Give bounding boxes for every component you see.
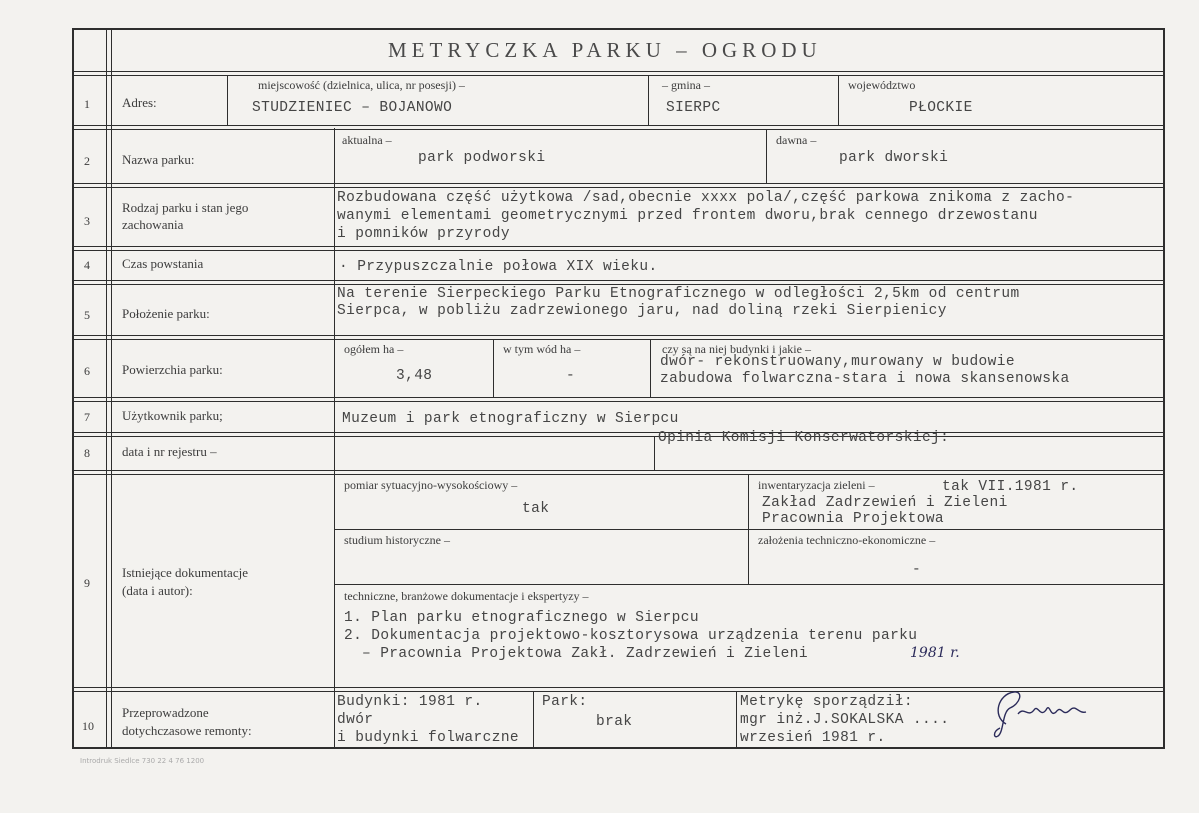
voivodeship-value: PŁOCKIE	[909, 100, 973, 116]
survey-label: pomiar sytuacyjno-wysokościowy –	[344, 478, 518, 492]
doc-item-3: – Pracownia Projektowa Zakł. Zadrzewień i Zieleni	[362, 646, 808, 662]
form-title: METRYCZKA PARKU – OGRODU	[388, 38, 822, 62]
creation-time-label: Czas powstania	[122, 256, 204, 271]
row-sep	[72, 75, 1165, 76]
r6-div	[650, 339, 651, 397]
tech-econ-label: założenia techniczno-ekonomiczne –	[758, 533, 936, 547]
r6-div	[493, 339, 494, 397]
handwritten-year: 1981 r.	[910, 645, 960, 661]
total-area-label: ogółem ha –	[344, 342, 404, 356]
current-name-value: park podworski	[418, 150, 546, 166]
row-number: 6	[84, 364, 90, 378]
buildings-repairs-value: dwór	[337, 712, 374, 728]
repairs-label-2: dotychczasowe remonty:	[122, 723, 252, 738]
form-frame	[72, 28, 1165, 749]
buildings-repairs-value-2: i budynki folwarczne	[337, 730, 520, 746]
row-sep	[72, 246, 1165, 247]
row-sep	[72, 71, 1165, 72]
location-label: Położenie parku:	[122, 306, 210, 321]
location-value-2: Sierpca, w pobliżu zadrzewionego jaru, nad doliną rzeki Sierpienicy	[337, 303, 947, 319]
survey-value: tak	[522, 501, 550, 517]
area-label: Powierzchia parku:	[122, 362, 223, 377]
row-sep	[72, 474, 1165, 475]
park-user-value: Muzeum i park etnograficzny w Sierpcu	[342, 411, 679, 427]
park-type-value-3: i pomników przyrody	[337, 226, 510, 242]
park-type-label: Rodzaj parku i stan jego	[122, 200, 249, 215]
buildings-value-2: zabudowa folwarczna-stara i nowa skansenowska	[660, 371, 1070, 387]
r10-div	[736, 691, 737, 749]
r9-sep	[334, 584, 1165, 585]
border-bottom	[72, 747, 1165, 749]
repairs-label: Przeprowadzone	[122, 705, 209, 720]
label-col-line	[334, 128, 335, 749]
row-sep	[72, 432, 1165, 433]
signature-icon	[984, 684, 1104, 744]
park-repairs-head: Park:	[542, 694, 588, 710]
row-number: 5	[84, 308, 90, 322]
gmina-label: – gmina –	[662, 78, 710, 92]
register-label: data i nr rejestru –	[122, 444, 217, 459]
r9-sep	[334, 529, 1165, 530]
gmina-value: SIERPC	[666, 100, 721, 116]
row-sep	[72, 401, 1165, 402]
row-number: 3	[84, 214, 90, 228]
park-type-label-2: zachowania	[122, 217, 184, 232]
park-type-value-1: Rozbudowana część użytkowa /sad,obecnie xxxx pola/,część parkowa znikoma z zacho-	[337, 190, 1075, 206]
row-sep	[72, 436, 1165, 437]
r2-div	[766, 129, 767, 183]
print-footer: Introdruk Siedlce 730 22 4 76 1200	[80, 757, 205, 765]
water-area-label: w tym wód ha –	[503, 342, 581, 356]
current-name-label: aktualna –	[342, 133, 392, 147]
border-right	[1163, 28, 1165, 749]
row-sep	[72, 250, 1165, 251]
border-left	[72, 28, 74, 749]
doc-item-1: 1. Plan parku etnograficznego w Sierpcu	[344, 610, 699, 626]
creation-time-value: · Przypuszczalnie połowa XIX wieku.	[339, 259, 658, 275]
row-number: 9	[84, 576, 90, 590]
num-col-line	[106, 28, 107, 749]
total-area-value: 3,48	[396, 368, 433, 384]
r8-div	[654, 436, 655, 470]
technical-docs-label: techniczne, branżowe dokumentacje i ekspertyzy –	[344, 589, 589, 603]
r1-div	[838, 75, 839, 125]
author-name: mgr inż.J.SOKALSKA ....	[740, 712, 950, 728]
place-value: STUDZIENIEC – BOJANOWO	[252, 100, 453, 116]
row-number: 4	[84, 258, 90, 272]
documentation-label-2: (data i autor):	[122, 583, 193, 598]
commission-opinion-label: Opinia Komisji Konserwatorskiej:	[658, 430, 950, 446]
documentation-label: Istniejące dokumentacje	[122, 565, 248, 580]
row-sep	[72, 280, 1165, 281]
row-number: 10	[82, 719, 94, 733]
r10-div	[533, 691, 534, 749]
author-date: wrzesień 1981 r.	[740, 730, 886, 746]
inventory-label: inwentaryzacja zieleni –	[758, 478, 875, 492]
park-name-label: Nazwa parku:	[122, 152, 195, 167]
row-sep	[72, 183, 1165, 184]
row-sep	[72, 335, 1165, 336]
tech-econ-value: -	[912, 562, 922, 578]
place-label: miejscowość (dzielnica, ulica, nr posesji) –	[258, 78, 465, 92]
row-number: 7	[84, 410, 90, 424]
author-head: Metrykę sporządził:	[740, 694, 913, 710]
row-number: 2	[84, 154, 90, 168]
historical-study-label: studium historyczne –	[344, 533, 450, 547]
buildings-repairs-head: Budynki: 1981 r.	[337, 694, 483, 710]
buildings-label: czy są na niej budynki i jakie –	[662, 342, 811, 356]
r1-div	[648, 75, 649, 125]
buildings-value-1: dwór- rekonstruowany,murowany w budowie	[660, 354, 1015, 370]
row-number: 8	[84, 446, 90, 460]
voivodeship-label: województwo	[848, 78, 916, 92]
row-sep	[72, 125, 1165, 126]
row-sep	[72, 284, 1165, 285]
r1-div	[227, 75, 228, 125]
border-top	[72, 28, 1165, 30]
inventory-value-1: tak VII.1981 r.	[942, 479, 1079, 495]
doc-item-2: 2. Dokumentacja projektowo-kosztorysowa urządzenia terenu parku	[344, 628, 918, 644]
row-sep	[72, 339, 1165, 340]
address-label: Adres:	[122, 95, 157, 110]
park-repairs-value: brak	[596, 714, 633, 730]
former-name-value: park dworski	[839, 150, 949, 166]
inventory-value-3: Pracownia Projektowa	[762, 511, 945, 527]
row-sep	[72, 470, 1165, 471]
location-value-1: Na terenie Sierpeckiego Parku Etnograficznego w odległości 2,5km od centrum	[337, 286, 1020, 302]
former-name-label: dawna –	[776, 133, 817, 147]
row-sep	[72, 129, 1165, 130]
row-number: 1	[84, 97, 90, 111]
park-user-label: Użytkownik parku;	[122, 408, 223, 423]
num-col-line-2	[111, 28, 112, 749]
row-sep	[72, 187, 1165, 188]
water-area-value: -	[566, 368, 576, 384]
park-type-value-2: wanymi elementami geometrycznymi przed frontem dworu,brak cennego drzewostanu	[337, 208, 1038, 224]
row-sep	[72, 397, 1165, 398]
inventory-value-2: Zakład Zadrzewień i Zieleni	[762, 495, 1008, 511]
